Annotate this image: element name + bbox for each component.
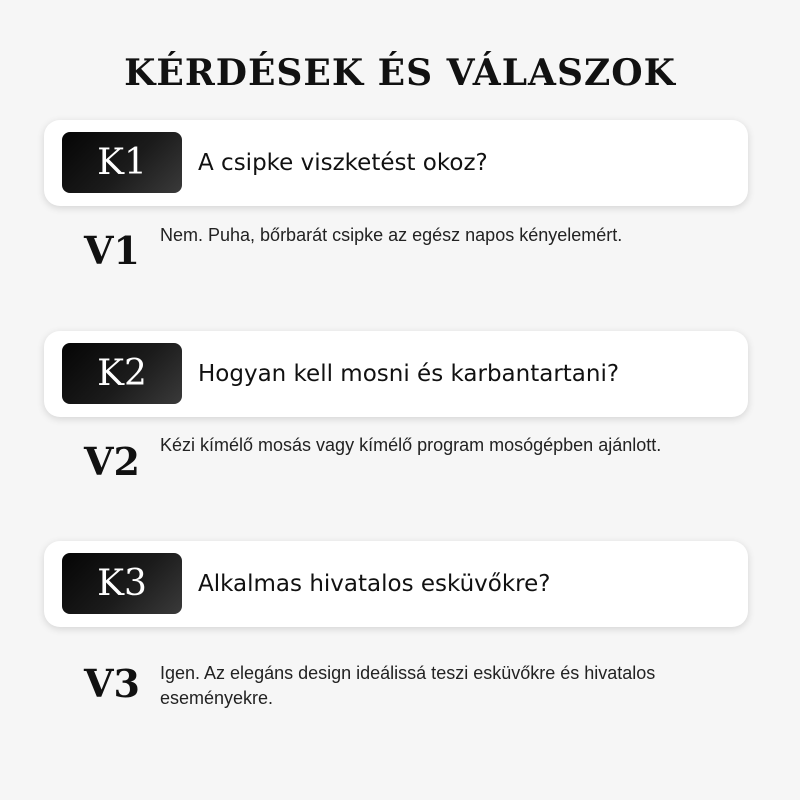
answer-label: V1 — [84, 228, 140, 273]
question-text: Alkalmas hivatalos esküvőkre? — [198, 571, 551, 597]
qa-item-2 — [0, 331, 800, 521]
answer-text: Igen. Az elegáns design ideálissá teszi esküvőkre és hivatalos eseményekre. — [160, 663, 656, 708]
question-badge: K1 — [62, 132, 182, 193]
answer-text: Nem. Puha, bőrbarát csipke az egész napos kényelemért. — [160, 225, 623, 245]
answer-text: Kézi kímélő mosás vagy kímélő program mosógépben ajánlott. — [160, 435, 662, 455]
page-title: KÉRDÉSEK ÉS VÁLASZOK — [124, 52, 676, 94]
question-text: Hogyan kell mosni és karbantartani? — [198, 361, 620, 387]
question-badge: K2 — [62, 343, 182, 404]
question-badge: K3 — [62, 553, 182, 614]
answer-label: V3 — [84, 661, 140, 706]
qa-item-3 — [0, 541, 800, 731]
qa-item-1 — [0, 120, 800, 310]
question-text: A csipke viszketést okoz? — [198, 150, 488, 176]
answer-label: V2 — [84, 439, 140, 484]
